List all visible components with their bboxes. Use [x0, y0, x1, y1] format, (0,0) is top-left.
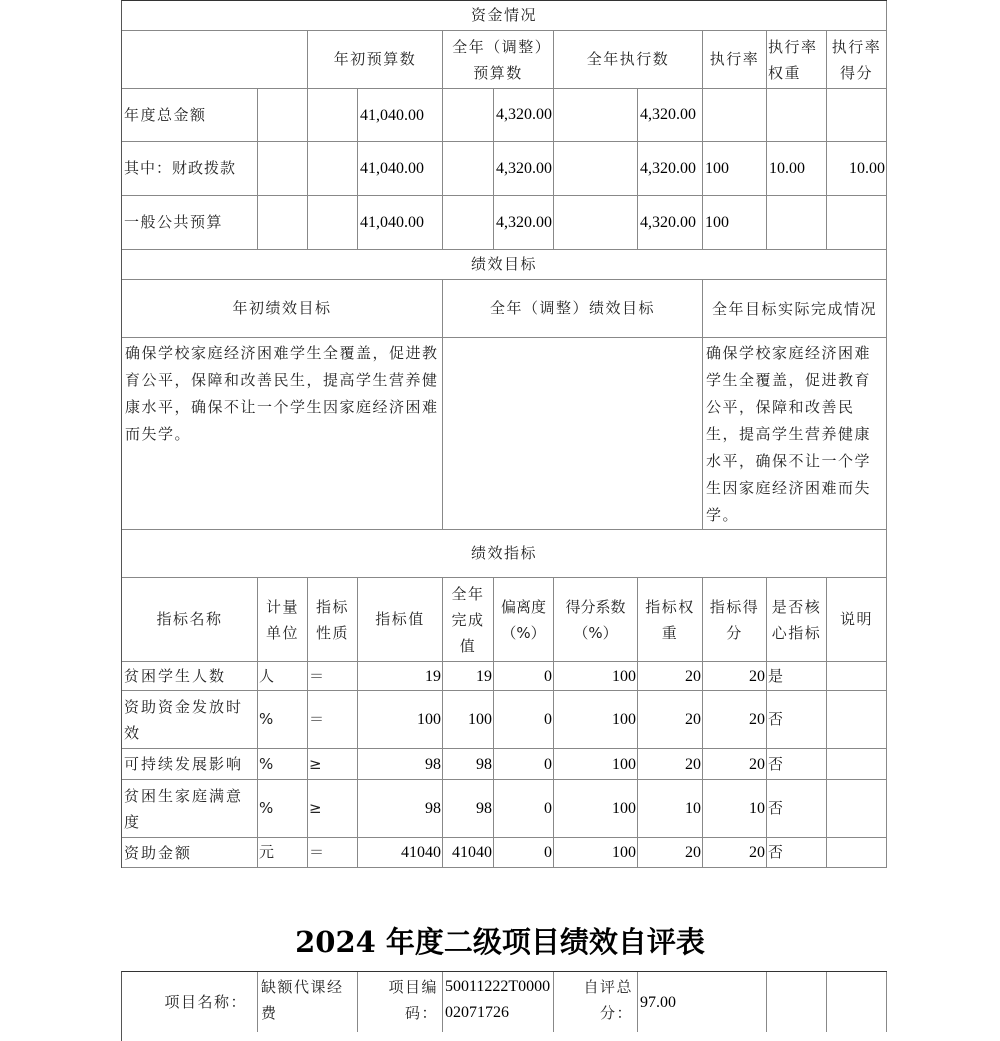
funding-row-executed: 4,320.00: [638, 196, 703, 250]
indicator-name: 资助资金发放时效: [122, 691, 258, 749]
indicator-target: 98: [358, 780, 443, 838]
indicator-name: 资助金额: [122, 838, 258, 868]
blank-cell: [767, 972, 827, 1032]
indicator-actual: 100: [443, 691, 494, 749]
indicator-coef: 100: [554, 662, 638, 691]
indicator-coef: 100: [554, 780, 638, 838]
indicator-coef: 100: [554, 838, 638, 868]
header-initial-goal: 年初绩效目标: [122, 280, 443, 338]
indicator-core: 否: [767, 780, 827, 838]
header-initial-budget: 年初预算数: [308, 31, 443, 89]
header-adjusted-budget: 全年（调整）预算数: [443, 31, 554, 89]
indicator-deviation: 0: [494, 691, 554, 749]
header-exec-weight: 执行率权重: [767, 31, 827, 89]
funding-row-blank: [554, 196, 638, 250]
indicator-score: 20: [703, 691, 767, 749]
initial-goal-text: 确保学校家庭经济困难学生全覆盖，促进教育公平，保障和改善民生，提高学生营养健康水平，确保不让一个学生因家庭经济困难而失学。: [122, 338, 443, 530]
indicator-nature: ≥: [308, 780, 358, 838]
funding-row-score: 10.00: [827, 142, 887, 196]
funding-row-rate: [703, 89, 767, 142]
indicator-actual: 98: [443, 749, 494, 780]
funding-row-blank: [443, 142, 494, 196]
indicator-score: 20: [703, 838, 767, 868]
header-actual: 全年完成值: [443, 578, 494, 662]
indicator-nature: ＝: [308, 662, 358, 691]
project-name-value: 缺额代课经费: [258, 972, 358, 1032]
funding-row-label: 年度总金额: [122, 89, 258, 142]
indicator-actual: 41040: [443, 838, 494, 868]
header-unit: 计量单位: [258, 578, 308, 662]
header-executed: 全年执行数: [554, 31, 703, 89]
header-score: 指标得分: [703, 578, 767, 662]
indicator-score: 20: [703, 749, 767, 780]
indicator-note: [827, 749, 887, 780]
funding-row-blank: [443, 89, 494, 142]
funding-row-initial: 41,040.00: [358, 89, 443, 142]
project-name-label: 项目名称：: [122, 972, 258, 1032]
indicator-unit: %: [258, 749, 308, 780]
funding-row-blank: [554, 142, 638, 196]
indicator-core: 否: [767, 691, 827, 749]
funding-row-weight: 10.00: [767, 142, 827, 196]
indicator-score: 20: [703, 662, 767, 691]
indicator-weight: 20: [638, 749, 703, 780]
indicator-note: [827, 838, 887, 868]
header-deviation: 偏离度（%）: [494, 578, 554, 662]
indicators-section-title: 绩效指标: [122, 530, 887, 578]
funding-row-rate: 100: [703, 142, 767, 196]
funding-row-initial: 41,040.00: [358, 142, 443, 196]
indicator-core: 否: [767, 838, 827, 868]
indicator-name: 贫困生家庭满意度: [122, 780, 258, 838]
form-title: 2024 年度二级项目绩效自评表: [295, 925, 705, 959]
indicator-note: [827, 691, 887, 749]
total-score-label: 自评总分：: [554, 972, 638, 1032]
header-exec-rate: 执行率: [703, 31, 767, 89]
indicator-unit: 元: [258, 838, 308, 868]
funding-header-blank: [122, 31, 308, 89]
funding-row-initial: 41,040.00: [358, 196, 443, 250]
funding-row-label: 其中：财政拨款: [122, 142, 258, 196]
indicator-name: 可持续发展影响: [122, 749, 258, 780]
adjusted-goal-text: [443, 338, 703, 530]
indicator-coef: 100: [554, 691, 638, 749]
goals-section-title: 绩效目标: [122, 250, 887, 280]
header-adjusted-goal: 全年（调整）绩效目标: [443, 280, 703, 338]
indicator-actual: 98: [443, 780, 494, 838]
funding-row-blank: [308, 89, 358, 142]
indicator-weight: 20: [638, 691, 703, 749]
indicator-unit: %: [258, 691, 308, 749]
indicator-target: 100: [358, 691, 443, 749]
funding-row-blank: [308, 196, 358, 250]
funding-row-score: [827, 89, 887, 142]
indicator-core: 否: [767, 749, 827, 780]
funding-row-executed: 4,320.00: [638, 142, 703, 196]
funding-row-blank: [258, 196, 308, 250]
funding-row-executed: 4,320.00: [638, 89, 703, 142]
indicator-core: 是: [767, 662, 827, 691]
indicator-note: [827, 780, 887, 838]
header-target: 指标值: [358, 578, 443, 662]
indicator-score: 10: [703, 780, 767, 838]
indicator-weight: 20: [638, 662, 703, 691]
funding-row-adjusted: 4,320.00: [494, 89, 554, 142]
project-code-value: 50011222T000002071726: [443, 972, 554, 1032]
header-coef: 得分系数（%）: [554, 578, 638, 662]
header-nature: 指标性质: [308, 578, 358, 662]
indicator-target: 19: [358, 662, 443, 691]
indicator-nature: ＝: [308, 838, 358, 868]
total-score-value: 97.00: [638, 972, 767, 1032]
blank-cell: [827, 972, 887, 1032]
funding-row-rate: 100: [703, 196, 767, 250]
header-weight: 指标权重: [638, 578, 703, 662]
indicator-target: 98: [358, 749, 443, 780]
funding-row-blank: [554, 89, 638, 142]
project-code-label: 项目编码：: [358, 972, 443, 1032]
header-indicator-name: 指标名称: [122, 578, 258, 662]
funding-row-label: 一般公共预算: [122, 196, 258, 250]
funding-row-adjusted: 4,320.00: [494, 196, 554, 250]
funding-row-blank: [443, 196, 494, 250]
indicator-target: 41040: [358, 838, 443, 868]
header-core: 是否核心指标: [767, 578, 827, 662]
header-note: 说明: [827, 578, 887, 662]
indicator-unit: %: [258, 780, 308, 838]
actual-goal-text: 确保学校家庭经济困难学生全覆盖，促进教育公平，保障和改善民生，提高学生营养健康水平，确保不让一个学生因家庭经济困难而失学。: [703, 338, 887, 530]
indicator-weight: 10: [638, 780, 703, 838]
funding-row-weight: [767, 89, 827, 142]
indicator-unit: 人: [258, 662, 308, 691]
funding-row-blank: [258, 89, 308, 142]
indicator-name: 贫困学生人数: [122, 662, 258, 691]
funding-row-blank: [258, 142, 308, 196]
indicator-nature: ＝: [308, 691, 358, 749]
funding-row-score: [827, 196, 887, 250]
indicator-deviation: 0: [494, 780, 554, 838]
funding-section-title: 资金情况: [122, 1, 887, 31]
funding-row-adjusted: 4,320.00: [494, 142, 554, 196]
header-exec-score: 执行率得分: [827, 31, 887, 89]
funding-row-blank: [308, 142, 358, 196]
indicator-note: [827, 662, 887, 691]
indicator-nature: ≥: [308, 749, 358, 780]
indicator-actual: 19: [443, 662, 494, 691]
indicator-deviation: 0: [494, 749, 554, 780]
indicator-deviation: 0: [494, 838, 554, 868]
indicator-weight: 20: [638, 838, 703, 868]
funding-row-weight: [767, 196, 827, 250]
indicator-coef: 100: [554, 749, 638, 780]
header-actual-goal: 全年目标实际完成情况: [703, 280, 887, 338]
indicator-deviation: 0: [494, 662, 554, 691]
